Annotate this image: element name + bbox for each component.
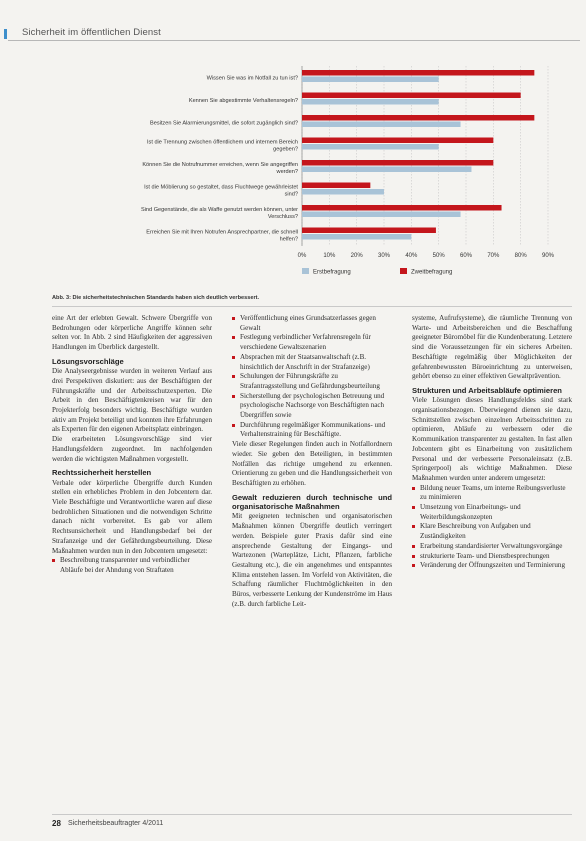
- text-column-3: [412, 314, 572, 571]
- bar-erstbefragung: [302, 167, 471, 173]
- bar-zweitbefragung: [302, 160, 493, 166]
- x-tick-label: 60%: [459, 253, 473, 259]
- x-tick-label: 70%: [487, 253, 500, 259]
- section-heading: Strukturen und Arbeitsabläufe optimieren: [412, 385, 562, 395]
- bar-zweitbefragung: [302, 205, 502, 211]
- category-label: Ist die Trennung zwischen öffentlichem und internem Bereich gegeben?: [146, 139, 298, 153]
- caption-rule: [52, 306, 572, 307]
- list-item: Schulungen der Führungskräfte zu Strafantragsstellung und Gefährdungsbeurteilung: [232, 372, 392, 391]
- header-accent-mark: [4, 29, 7, 39]
- list-item: Veröffentlichung eines Grundsatzerlasses gegen Gewalt: [232, 314, 392, 333]
- x-tick-label: 40%: [405, 253, 418, 259]
- category-label: Besitzen Sie Alarmierungsmittel, die sofort zugänglich sind?: [150, 120, 298, 127]
- journal-name: Sicherheitsbeauftragter 4/2011: [68, 820, 164, 827]
- list-item: Umsetzung von Einarbeitungs- und Weiterbildungskonzepten: [412, 503, 572, 522]
- bar-erstbefragung: [302, 212, 461, 218]
- bar-zweitbefragung: [302, 70, 534, 76]
- section-heading: Rechtssicherheit herstellen: [52, 468, 152, 478]
- section-heading: Gewalt reduzieren durch technische und organisatorische Maßnahmen: [232, 492, 392, 512]
- chart-bars: [302, 70, 534, 240]
- legend-label: Zweitbefragung: [411, 269, 453, 276]
- paragraph: Verbale oder körperliche Übergriffe durch Kunden stellen ein erhebliches Problem in den Jobcentern dar. Viele Beschäftigte und Verantwortliche waren auf diese bedrohlichen Situationen und die notwendigen Schritte danach nicht vorbereitet. Es gab vor allem Rechtsunsicherheit und Handlungsbedarf bei der Strafanzeige und der Gefährdungsbeurteilung. Diese Maßnahmen wurden nun in den Jobcentern umgesetzt:: [52, 478, 212, 555]
- bar-erstbefragung: [302, 234, 411, 240]
- category-label: Erreichen Sie mit Ihren Notrufen Ansprechpartner, die schnell helfen?: [146, 229, 298, 243]
- x-tick-label: 0%: [297, 253, 307, 259]
- footer-rule: [52, 814, 572, 815]
- legend-label: Erstbefragung: [313, 269, 351, 276]
- list-item: Klare Beschreibung von Aufgaben und Zuständigkeiten: [412, 522, 572, 541]
- page-number: 28: [52, 819, 61, 828]
- list-item: Bildung neuer Teams, um interne Reibungsverluste zu minimieren: [412, 484, 572, 503]
- figure-caption: Abb. 3: Die sicherheitstechnischen Standards haben sich deutlich verbessert.: [52, 295, 260, 301]
- section-heading: Lösungsvorschläge: [52, 356, 124, 366]
- list-item: strukturierte Team- und Dienstbesprechungen: [412, 552, 572, 562]
- bar-erstbefragung: [302, 144, 439, 150]
- bar-erstbefragung: [302, 189, 384, 195]
- category-label: Ist die Möblierung so gestaltet, dass Fluchtwege gewährleistet sind?: [144, 184, 298, 198]
- list-item: Veränderung der Öffnungszeiten und Terminierung: [412, 561, 572, 571]
- page-header: [0, 27, 586, 41]
- bar-zweitbefragung: [302, 93, 521, 99]
- x-tick-label: 80%: [514, 253, 527, 259]
- list-item: Erarbeitung standardisierter Verwaltungsvorgänge: [412, 542, 572, 552]
- category-label: Sind Gegenstände, die als Waffe genutzt werden können, unter Verschluss?: [140, 206, 298, 220]
- chart-legend: [302, 268, 452, 276]
- bar-erstbefragung: [302, 77, 439, 83]
- header-rule: [8, 40, 580, 41]
- list-item: Absprachen mit der Staatsanwaltschaft (z.B. hinsichtlich der Anschrift in der Strafanzeige): [232, 353, 392, 372]
- chart-x-ticks: [298, 253, 555, 259]
- paragraph: Mit geeigneten technischen und organisatorischen Maßnahmen können Übergriffe deutlich verringert werden. Beispiele guter Praxis dafür sind eine ansprechende Gestaltung der Eingangs- und Wartezonen (Warteplätze, Licht, Pflanzen, farbliche Gestaltung etc.), die ein angenehmes und entspanntes Klima entstehen lassen. Im Vorfeld von Aktivitäten, die Schaffung räumlicher Fluchtmöglichkeiten in den Büros, verbesserte Lenkung der Kundenströme im Haus (z.B. durch farbliche Leit-: [232, 512, 392, 608]
- bar-zweitbefragung: [302, 138, 493, 144]
- bar-chart: [52, 62, 572, 298]
- bullet-list: [412, 484, 572, 571]
- x-tick-label: 10%: [323, 253, 336, 259]
- x-tick-label: 90%: [541, 253, 555, 259]
- list-item: Festlegung verbindlicher Verfahrensregeln für verschiedene Gewaltszenarien: [232, 333, 392, 352]
- chart-category-labels: [141, 75, 298, 242]
- category-label: Wissen Sie was im Notfall zu tun ist?: [206, 75, 298, 82]
- legend-swatch: [400, 268, 407, 274]
- x-tick-label: 30%: [377, 253, 391, 259]
- list-item: Beschreibung transparenter und verbindlicher Abläufe bei der Ahndung von Straftaten: [52, 556, 212, 575]
- paragraph: eine Art der erlebten Gewalt. Schwere Übergriffe von Bedrohungen oder körperliche Angriffe können sehr selten vor. In Abb. 2 sind Häufigkeiten der aggressiven Handlungen im Überblick dargestellt.: [52, 314, 212, 352]
- x-tick-label: 20%: [350, 253, 363, 259]
- list-item: Sicherstellung der psychologischen Betreuung und psychologische Nachsorge von Beschäftigten nach Übergriffen sowie: [232, 392, 392, 421]
- x-tick-label: 50%: [432, 253, 445, 259]
- paragraph: Viele Lösungen dieses Handlungsfeldes sind stark organisationsbezogen. Überwiegend dienen sie dazu, Schnittstellen zwischen einzelnen Arbeitsschritten zu optimieren, Abläufe zu verbessern oder die Kommunikation transparenter zu gestalten. In fast allen Jobcentern gibt es Einarbeitung von zusätzlichem Personal und der verbesserte Personaleinsatz (z.B. Springerpool) als wichtige Maßnahmen. Diese Maßnahmen wurden unter anderem umgesetzt:: [412, 396, 572, 482]
- bullet-list: [52, 556, 212, 575]
- bar-erstbefragung: [302, 99, 439, 105]
- text-column-2: [232, 314, 392, 610]
- list-item: Durchführung regelmäßiger Kommunikations- und Verhaltenstraining für Beschäftigte.: [232, 421, 392, 440]
- category-label: Können Sie die Notrufnummer erreichen, wenn Sie angegriffen werden?: [142, 161, 298, 175]
- paragraph: Viele dieser Regelungen finden auch in Notfallordnern wieder. Sie geben den Beteiligten, in bestimmten Notfällen das richtige umgehend zu erkennen. Orientierung zu geben und die Handlungssicherheit von Beschäftigten zu erhöhen.: [232, 440, 392, 487]
- page-footer: [52, 819, 572, 831]
- paragraph: Die Analyseergebnisse wurden in weiteren Verlauf aus drei Perspektiven diskutiert: aus der Beschäftigten der Führungskräfte und der Arbeitsschutzexperten. Die Arbeit in den Beschäftigtenkreisen war für den Projekterfolg besonders wichtig. Beschäftigte wurden aktiv am Projekt beteiligt und konnten ihre Erfahrungen als Experten für den eigenen Arbeitsplatz einbringen.: [52, 367, 212, 434]
- bar-zweitbefragung: [302, 183, 370, 189]
- legend-swatch: [302, 268, 309, 274]
- paragraph: Die erarbeiteten Lösungsvorschläge sind vier Handlungsfeldern zugeordnet. Im nachfolgenden werden die wichtigsten Maßnahmen vorgestellt.: [52, 435, 212, 463]
- category-label: Kennen Sie abgestimmte Verhaltensregeln?: [188, 97, 298, 104]
- text-column-1: [52, 314, 212, 576]
- bar-zweitbefragung: [302, 228, 436, 234]
- bullet-list: [232, 314, 392, 440]
- header-title: Sicherheit im öffentlichen Dienst: [22, 27, 161, 38]
- bar-zweitbefragung: [302, 115, 534, 121]
- bar-erstbefragung: [302, 122, 461, 128]
- paragraph: systeme, Aufrufsysteme), die räumliche Trennung von Warte- und Arbeitsbereichen und die Beschaffung geeigneter Büromöbel für die Kundenberatung. Letztere sind die Voraussetzungen für ein sicheres Arbeiten. Beschäftigte regelmäßig über Möglichkeiten der gefahrenbewussten Büroeinrichtung zu unterweisen, gehört ebenso zu einer effektiven Gewaltprävention.: [412, 314, 572, 381]
